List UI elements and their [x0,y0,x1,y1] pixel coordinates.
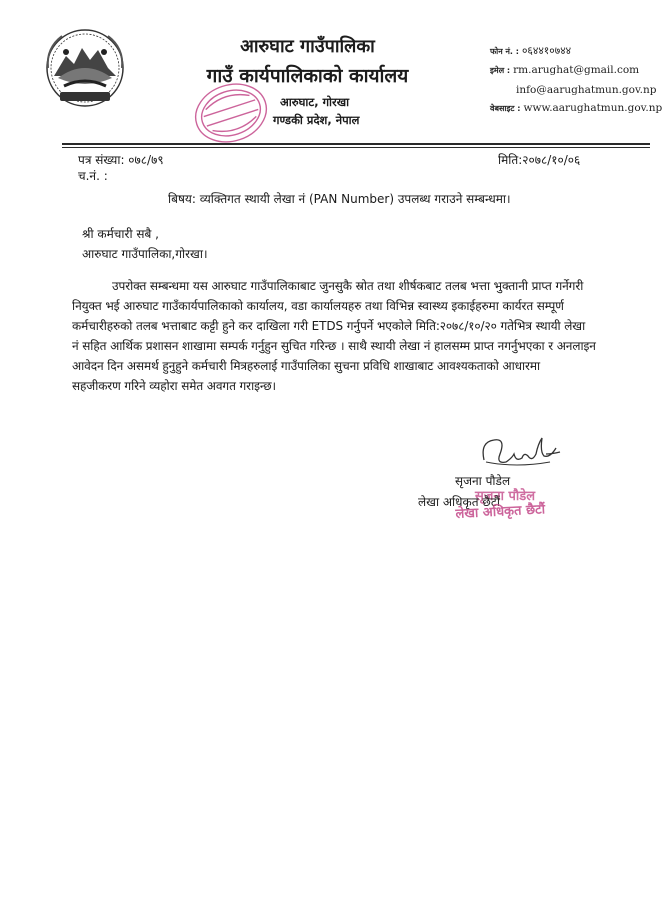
body-line: नं सहित आर्थिक प्रशासन शाखामा सम्पर्क गर्नुहुन सुचित गरिन्छ । साथै स्थायी लेखा नं हालसम्म प्राप्त नगर्नुभएका र अनलाइन [72,339,596,353]
contact-website [490,102,662,114]
header-divider-thin [62,147,650,148]
email-value-1[interactable]: rm.arughat@gmail.com [513,64,640,76]
body-line: कर्मचारीहरुको तलब भत्ताबाट कट्टी हुने कर दाखिला गरी ETDS गर्नुपर्ने भएकोले मिति:२०७८/१०/२० गतेभित्र स्थायी लेखा [72,319,586,333]
phone-label: फोन नं. : [490,47,519,56]
recipient-line-2: आरुघाट गाउँपालिका,गोरखा। [82,247,208,261]
contact-phone [490,44,571,58]
body-line: नियुक्त भई आरुघाट गाउँकार्यपालिकाको कार्यालय, वडा कार्यालयहरु तथा विभिन्न स्वास्थ्य इकाईहरुमा कार्यरत सम्पूर्ण [72,299,564,313]
nepal-emblem-icon [44,28,126,112]
name-stamp: सृजना पौडेल [475,489,536,504]
designation-stamp: लेखा अधिकृत छैटौं [455,502,546,522]
phone-value: ०६४४१०७४४ [521,45,572,57]
body-line: सहजीकरण गरिने व्यहोरा समेत अवगत गराइन्छ। [72,379,276,393]
reference-number: पत्र संख्या: ०७८/७९ [78,153,164,167]
office-address-line1: आरुघाट, गोरखा [280,95,350,109]
handwritten-signature [476,432,566,477]
contact-email-2 [516,84,656,96]
contact-email [490,64,639,76]
signatory-name: सृजना पौडेल [455,474,511,488]
office-title: गाउँ कार्यपालिकाको कार्यालय [206,65,409,87]
office-address-line2: गण्डकी प्रदेश, नेपाल [273,113,360,127]
header-divider [62,143,650,145]
signatory-designation: लेखा अधिकृत छैटौं [418,495,500,509]
office-seal-stamp [192,78,270,148]
office-name: आरुघाट गाउँपालिका [240,36,375,57]
recipient-line-1: श्री कर्मचारी सबै , [82,227,159,241]
body-line: उपरोक्त सम्बन्धमा यस आरुघाट गाउँपालिकाबाट जुनसुकै स्रोत तथा शीर्षकबाट तलब भत्ता भुक्तानी प्राप्त गर्नेगरी [112,279,584,293]
letter-subject: बिषय: व्यक्तिगत स्थायी लेखा नं (PAN Number) उपलब्ध गराउने सम्बन्धमा। [168,192,511,206]
letter-date: मिति:२०७८/१०/०६ [498,153,581,167]
body-line: आवेदन दिन असमर्थ हुनुहुने कर्मचारी मित्रहरुलाई गाउँपालिका सुचना प्रविधि शाखाबाट आवश्यकताको आधारमा [72,359,541,373]
website-value[interactable]: www.aarughatmun.gov.np [523,102,662,114]
email-label: इमेल : [490,66,511,75]
email-value-2[interactable]: info@aarughatmun.gov.np [516,84,657,96]
chalani-number: च.नं. : [78,169,108,183]
website-label: वेबसाइट : [490,104,521,113]
